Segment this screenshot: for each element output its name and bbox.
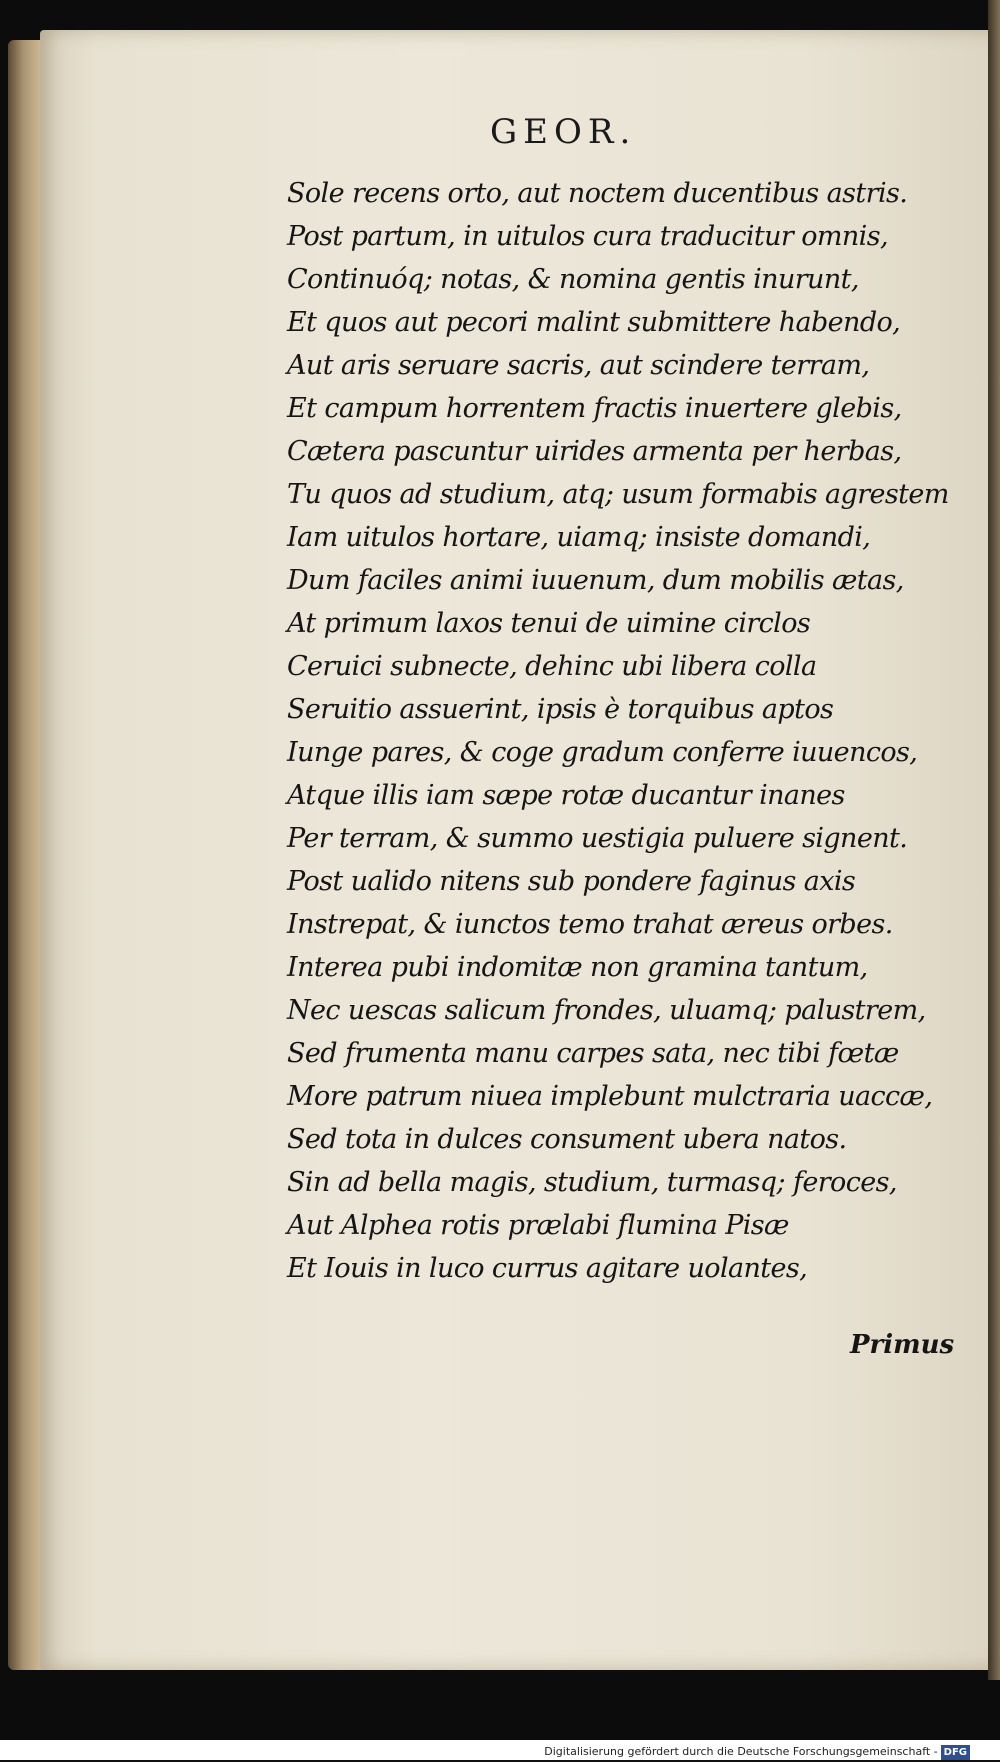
verse-line: Aut aris seruare sacris, aut scindere terram, bbox=[287, 350, 870, 381]
verse-line: At primum laxos tenui de uimine circlos bbox=[287, 608, 811, 639]
verse-line: Iunge pares, & coge gradum conferre iuuencos, bbox=[287, 737, 918, 768]
verse-line: Sed tota in dulces consument ubera natos. bbox=[287, 1124, 847, 1155]
footer-credit-text: Digitalisierung gefördert durch die Deutsche Forschungsgemeinschaft - bbox=[544, 1745, 938, 1758]
verse-line: Per terram, & summo uestigia puluere signent. bbox=[287, 823, 908, 854]
verse-line: Et Iouis in luco currus agitare uolantes, bbox=[287, 1253, 808, 1284]
digitization-footer bbox=[0, 1740, 1000, 1760]
verse-line: Et campum horrentem fractis inuertere glebis, bbox=[287, 393, 902, 424]
verse-line: More patrum niuea implebunt mulctraria uaccæ, bbox=[287, 1081, 933, 1112]
verse-line: Nec uescas salicum frondes, uluamq; palustrem, bbox=[287, 995, 926, 1026]
verse-line: Continuóq; notas, & nomina gentis inurunt, bbox=[287, 264, 859, 295]
verse-line: Post ualido nitens sub pondere faginus axis bbox=[287, 866, 856, 897]
verse-line: Iam uitulos hortare, uiamq; insiste domandi, bbox=[287, 522, 871, 553]
running-head: GEOR. bbox=[490, 112, 637, 152]
verse-line: Sed frumenta manu carpes sata, nec tibi fœtæ bbox=[287, 1038, 899, 1069]
verse-line: Dum faciles animi iuuenum, dum mobilis ætas, bbox=[287, 565, 904, 596]
verse-line: Et quos aut pecori malint submittere habendo, bbox=[287, 307, 901, 338]
verse-line: Interea pubi indomitæ non gramina tantum, bbox=[287, 952, 868, 983]
fore-edge bbox=[988, 0, 1000, 1680]
verse-line: Cætera pascuntur uirides armenta per herbas, bbox=[287, 436, 902, 467]
verse-line: Instrepat, & iunctos temo trahat æreus orbes. bbox=[287, 909, 893, 940]
verse-line: Seruitio assuerint, ipsis è torquibus aptos bbox=[287, 694, 834, 725]
verse-line: Aut Alphea rotis prælabi flumina Pisæ bbox=[287, 1210, 789, 1241]
dfg-logo: DFG bbox=[941, 1745, 970, 1760]
verse-line: Atque illis iam sæpe rotæ ducantur inanes bbox=[287, 780, 845, 811]
verse-list bbox=[287, 172, 967, 1290]
verse-line: Post partum, in uitulos cura traducitur omnis, bbox=[287, 221, 888, 252]
verse-line: Ceruici subnecte, dehinc ubi libera colla bbox=[287, 651, 817, 682]
verse-line: Sin ad bella magis, studium, turmasq; feroces, bbox=[287, 1167, 897, 1198]
footer-credit bbox=[544, 1745, 1000, 1758]
verse-line: Tu quos ad studium, atq; usum formabis agrestem bbox=[287, 479, 949, 510]
verse-line: Sole recens orto, aut noctem ducentibus astris. bbox=[287, 178, 908, 209]
catchword: Primus bbox=[850, 1330, 955, 1360]
